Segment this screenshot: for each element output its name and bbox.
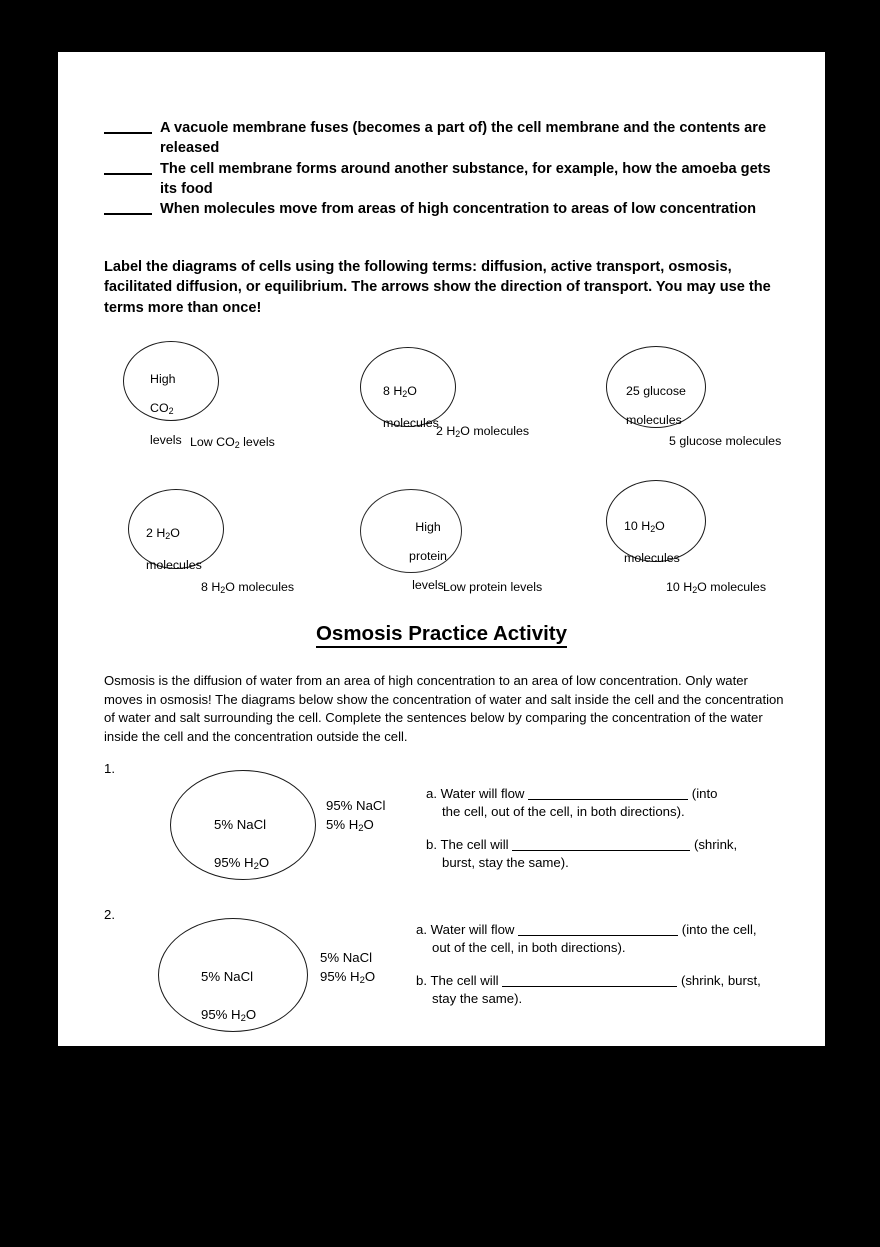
subscript: 2 — [234, 439, 240, 450]
answer-spacer — [426, 820, 776, 836]
answer-a-prompt: Water will flow — [440, 786, 525, 801]
inner-line-2: protein — [409, 548, 447, 563]
subscript: 2 — [220, 584, 226, 595]
answer-spacer — [416, 956, 788, 972]
inner-line-2: molecules — [146, 557, 202, 572]
matching-list-item — [104, 159, 782, 200]
inner-line-2: 95% $H_2O$ — [214, 855, 270, 873]
answer-b-prompt: The cell will — [430, 973, 499, 989]
inner-line-2: molecules — [624, 550, 680, 565]
inner-line-1: 2 $H_2O$ — [146, 525, 180, 541]
subscript: 2 — [358, 823, 364, 835]
answer-b-blank[interactable] — [502, 986, 677, 987]
inner-line-1: High — [415, 519, 441, 534]
inner-line-3: levels — [412, 577, 444, 592]
inner-line-1: High — [150, 371, 176, 386]
inner-line-1: 5% NaCl — [214, 817, 267, 832]
answer-a-label: a. — [426, 786, 437, 801]
matching-list-item — [104, 199, 782, 219]
osmosis-heading-text: Osmosis Practice Activity — [316, 622, 567, 648]
worksheet-page — [58, 52, 825, 1046]
subscript: 2 — [402, 388, 408, 399]
osmosis-section-heading — [58, 622, 825, 646]
cell-inner-label — [383, 369, 461, 430]
inner-line-2: $CO_2$ — [150, 400, 174, 416]
answer-a-blank[interactable] — [528, 799, 688, 800]
answer-b-options: burst, stay the same). — [442, 854, 569, 870]
matching-statement-list — [104, 118, 782, 219]
question-1-answers — [426, 785, 776, 871]
subscript: 2 — [650, 523, 656, 534]
cell-inner-label — [626, 369, 712, 427]
answer-b-tail: (shrink, burst, — [680, 973, 761, 989]
cell-inner-label — [214, 796, 324, 876]
cell-outer-label: 10 $H_2O$ molecules — [666, 580, 767, 595]
matching-list-item-text: The cell membrane forms around another substance, for example, how the amoeba gets its food — [160, 160, 771, 197]
subscript: 2 — [168, 405, 174, 416]
inner-line-2: molecules — [626, 412, 682, 427]
matching-list-item-text: A vacuole membrane fuses (becomes a part of) the cell membrane and the contents are released — [160, 120, 767, 157]
cell-inner-label — [150, 357, 220, 448]
cell-outer-label: 5 glucose molecules — [669, 434, 782, 448]
cell-inner-label — [146, 511, 224, 572]
answer-a-options: out of the cell, in both directions). — [432, 939, 626, 955]
question-2-number: 2. — [104, 907, 115, 922]
inner-line-3: levels — [150, 432, 182, 447]
answer-a-tail: (into the cell, — [681, 922, 757, 937]
cell-inner-label — [624, 504, 704, 565]
cell-inner-label — [201, 948, 311, 1028]
matching-list-item — [104, 118, 782, 159]
inner-line-1: 25 glucose — [626, 383, 686, 398]
subscript: 2 — [455, 428, 461, 439]
cell-outer-label: Low $CO_2$ levels — [190, 435, 275, 450]
outer-line-2: 95% $H_2O$ — [320, 969, 376, 987]
question-2-answers — [416, 921, 788, 1007]
subscript: 2 — [692, 584, 698, 595]
outer-line-1: 5% NaCl — [320, 950, 373, 965]
inner-line-1: 5% NaCl — [201, 969, 254, 984]
answer-a-label: a. — [416, 922, 427, 937]
question-1-answer-b — [426, 836, 776, 871]
subscript: 2 — [253, 861, 259, 873]
cell-outer-label — [326, 796, 421, 838]
answer-a-blank[interactable] — [518, 935, 678, 936]
cell-outer-label — [320, 948, 415, 990]
question-1-number: 1. — [104, 761, 115, 776]
answer-b-label: b. — [416, 973, 427, 989]
question-2-answer-a — [416, 921, 788, 956]
answer-b-label: b. — [426, 837, 437, 853]
answer-b-options: stay the same). — [432, 990, 523, 1006]
answer-a-prompt: Water will flow — [430, 922, 515, 937]
answer-b-tail: (shrink, — [693, 837, 738, 853]
outer-line-1: 95% NaCl — [326, 798, 386, 813]
answer-b-prompt: The cell will — [440, 837, 509, 853]
answer-a-tail: (into — [691, 786, 718, 801]
inner-line-1: 8 $H_2O$ — [383, 383, 417, 399]
answer-a-options: the cell, out of the cell, in both directions). — [442, 803, 685, 819]
answer-blank-3[interactable] — [104, 199, 152, 215]
cell-outer-label: 2 $H_2O$ molecules — [436, 424, 530, 439]
inner-line-2: 95% $H_2O$ — [201, 1007, 257, 1025]
question-1-answer-a — [426, 785, 776, 820]
matching-list-item-text: When molecules move from areas of high concentration to areas of low concentration — [160, 201, 757, 218]
answer-blank-2[interactable] — [104, 159, 152, 175]
question-2-answer-b — [416, 972, 788, 1007]
outer-line-2: 5% $H_2O$ — [326, 817, 374, 835]
subscript: 2 — [359, 975, 365, 987]
subscript: 2 — [240, 1013, 246, 1025]
cell-outer-label: Low protein levels — [443, 580, 543, 594]
subscript: 2 — [165, 530, 171, 541]
inner-line-1: 10 $H_2O$ — [624, 518, 665, 534]
cell-outer-label: 8 $H_2O$ molecules — [201, 580, 295, 595]
answer-blank-1[interactable] — [104, 118, 152, 134]
inner-line-2: molecules — [383, 415, 439, 430]
label-diagrams-instruction: Label the diagrams of cells using the following terms: diffusion, active transport, osmosis, facilitated diffusion, or equilibrium. The arrows show the direction of transport. You may use the terms more than once! — [104, 259, 771, 316]
answer-b-blank[interactable] — [512, 850, 690, 851]
osmosis-intro-paragraph: Osmosis is the diffusion of water from an area of high concentration to an area of low concentration. Only water moves in osmosis! The diagrams below show the concentration of water and salt inside the cell and the concentration of water and salt surrounding the cell. Complete the sentences below by comparing the concentration of the water inside the cell and the concentration outside the cell. — [104, 673, 784, 744]
